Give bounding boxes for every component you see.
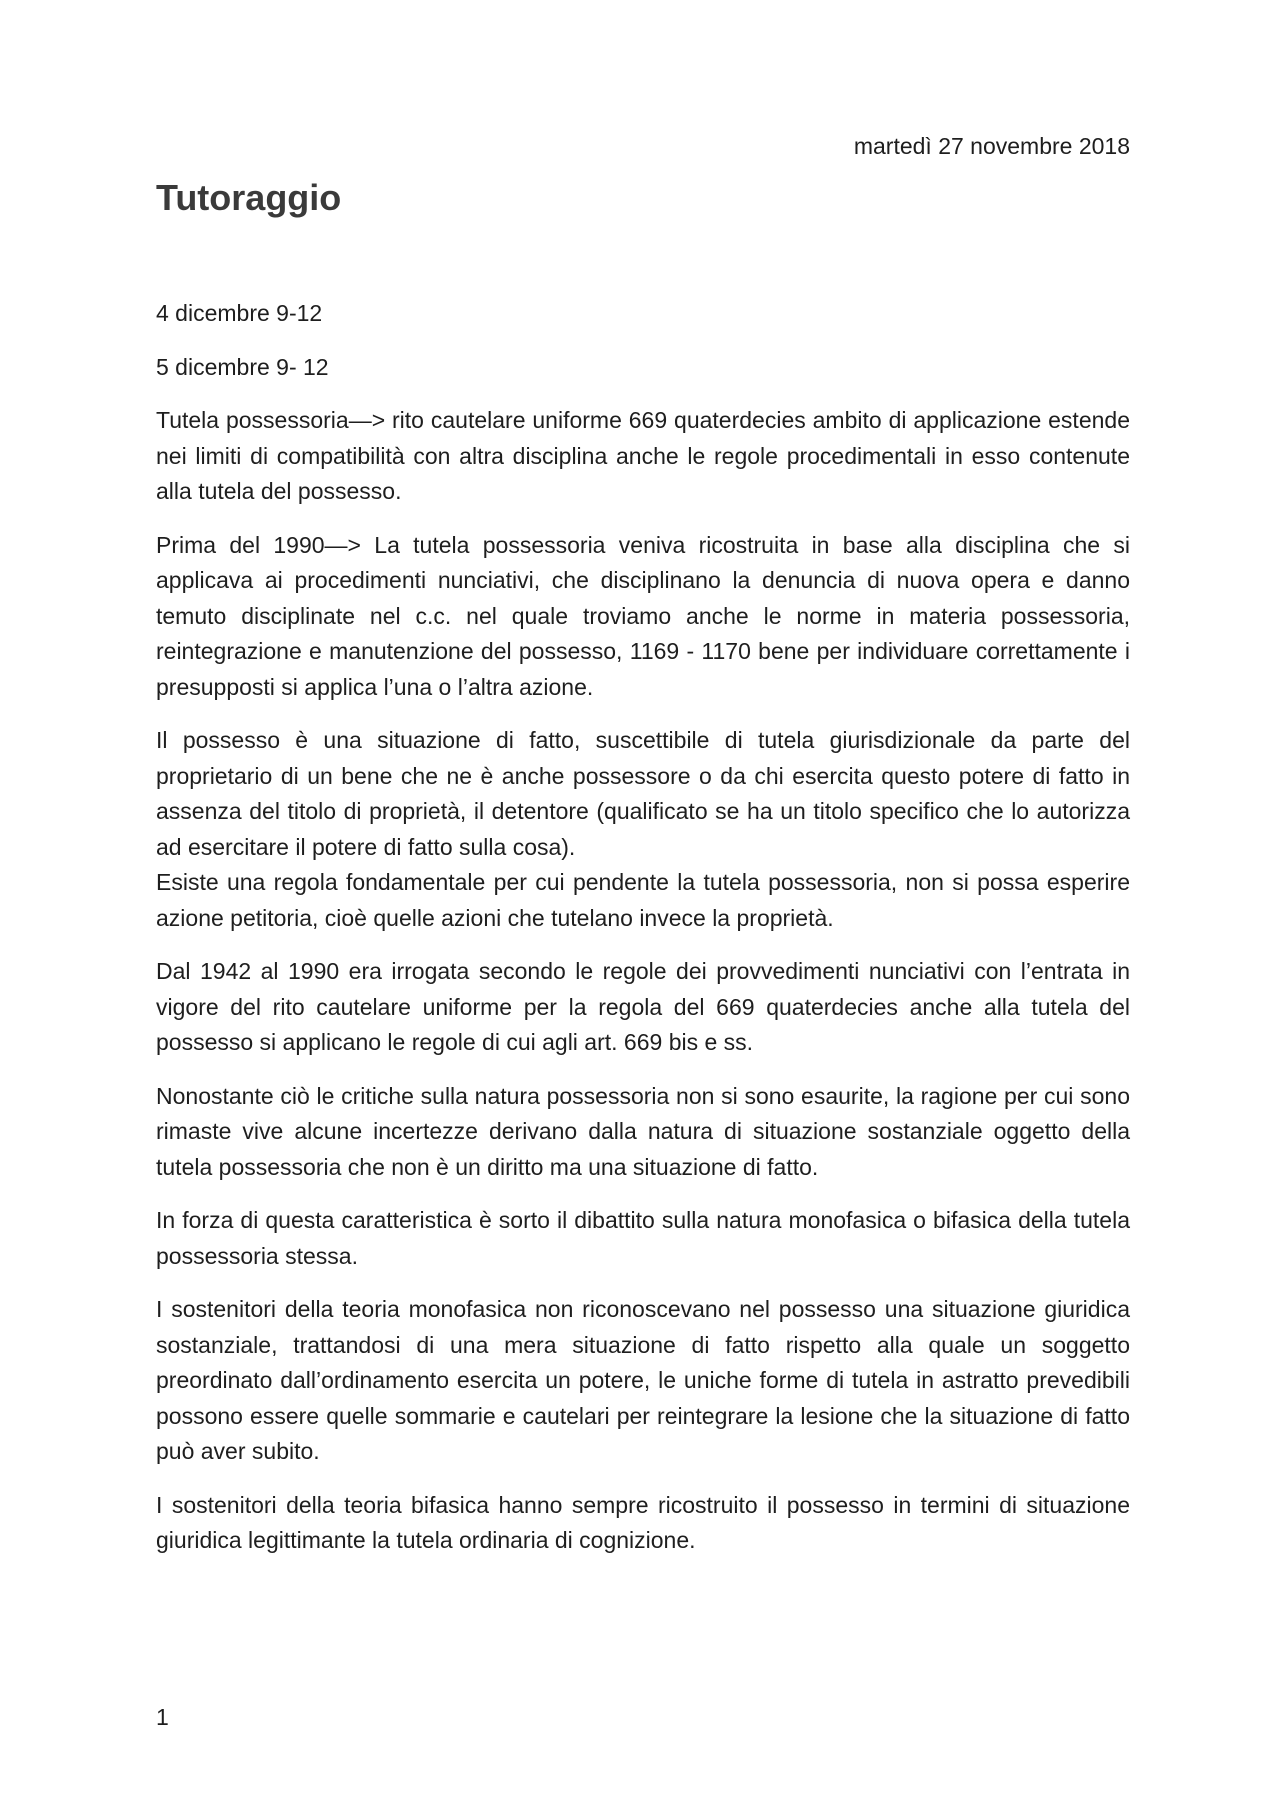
paragraph: Il possesso è una situazione di fatto, suscettibile di tutela giurisdizionale da parte del proprietario di un bene che ne è anche possessore o da chi esercita questo potere di fatto in assenza del titolo di proprietà, il detentore (qualificato se ha un titolo specifico che lo autorizza ad esercitare il potere di fatto sulla cosa). xyxy=(156,727,1130,860)
document-date: martedì 27 novembre 2018 xyxy=(853,133,1130,159)
paragraph: Tutela possessoria—> rito cautelare uniforme 669 quaterdecies ambito di applicazione estende nei limiti di compatibilità con altra disciplina anche le regole procedimentali in esso contenute alla tutela del possesso. xyxy=(156,407,1130,504)
page-title: Tutoraggio xyxy=(156,177,342,218)
paragraph: I sostenitori della teoria monofasica non riconoscevano nel possesso una situazione giuridica sostanziale, trattandosi di una mera situazione di fatto rispetto alla quale un soggetto preordinato dall’ordinamento esercita un potere, le uniche forme di tutela in astratto prevedibili possono essere quelle sommarie e cautelari per reintegrare la lesione che la situazione di fatto può aver subito. xyxy=(156,1296,1130,1464)
paragraph: Dal 1942 al 1990 era irrogata secondo le regole dei provvedimenti nunciativi con l’entrata in vigore del rito cautelare uniforme per la regola del 669 quaterdecies anche alla tutela del possesso si applicano le regole di cui agli art. 669 bis e ss. xyxy=(156,958,1130,1055)
paragraph-date-1: 4 dicembre 9-12 xyxy=(156,300,323,326)
document-body xyxy=(156,296,1130,1577)
paragraph: I sostenitori della teoria bifasica hanno sempre ricostruito il possesso in termini di situazione giuridica legittimante la tutela ordinaria di cognizione. xyxy=(156,1491,1130,1553)
paragraph: Nonostante ciò le critiche sulla natura possessoria non si sono esaurite, la ragione per cui sono rimaste vive alcune incertezze derivano dalla natura di situazione sostanziale oggetto della tutela possessoria che non è un diritto ma una situazione di fatto. xyxy=(156,1082,1130,1180)
paragraph: Esiste una regola fondamentale per cui pendente la tutela possessoria, non si possa esperire azione petitoria, cioè quelle azioni che tutelano invece la proprietà. xyxy=(156,869,1130,931)
page-number: 1 xyxy=(156,1704,169,1730)
paragraph: In forza di questa caratteristica è sorto il dibattito sulla natura monofasica o bifasica della tutela possessoria stessa. xyxy=(156,1207,1130,1269)
paragraph-date-2: 5 dicembre 9- 12 xyxy=(156,353,329,380)
paragraph: Prima del 1990—> La tutela possessoria veniva ricostruita in base alla disciplina che si applicava ai procedimenti nunciativi, che disciplinano la denuncia di nuova opera e danno temuto disciplinate nel c.c. nel quale troviamo anche le norme in materia possessoria, reintegrazione e manutenzione del possesso, 1169 - 1170 bene per individuare correttamente i presupposti si applica l’una o l’altra azione. xyxy=(156,531,1130,700)
